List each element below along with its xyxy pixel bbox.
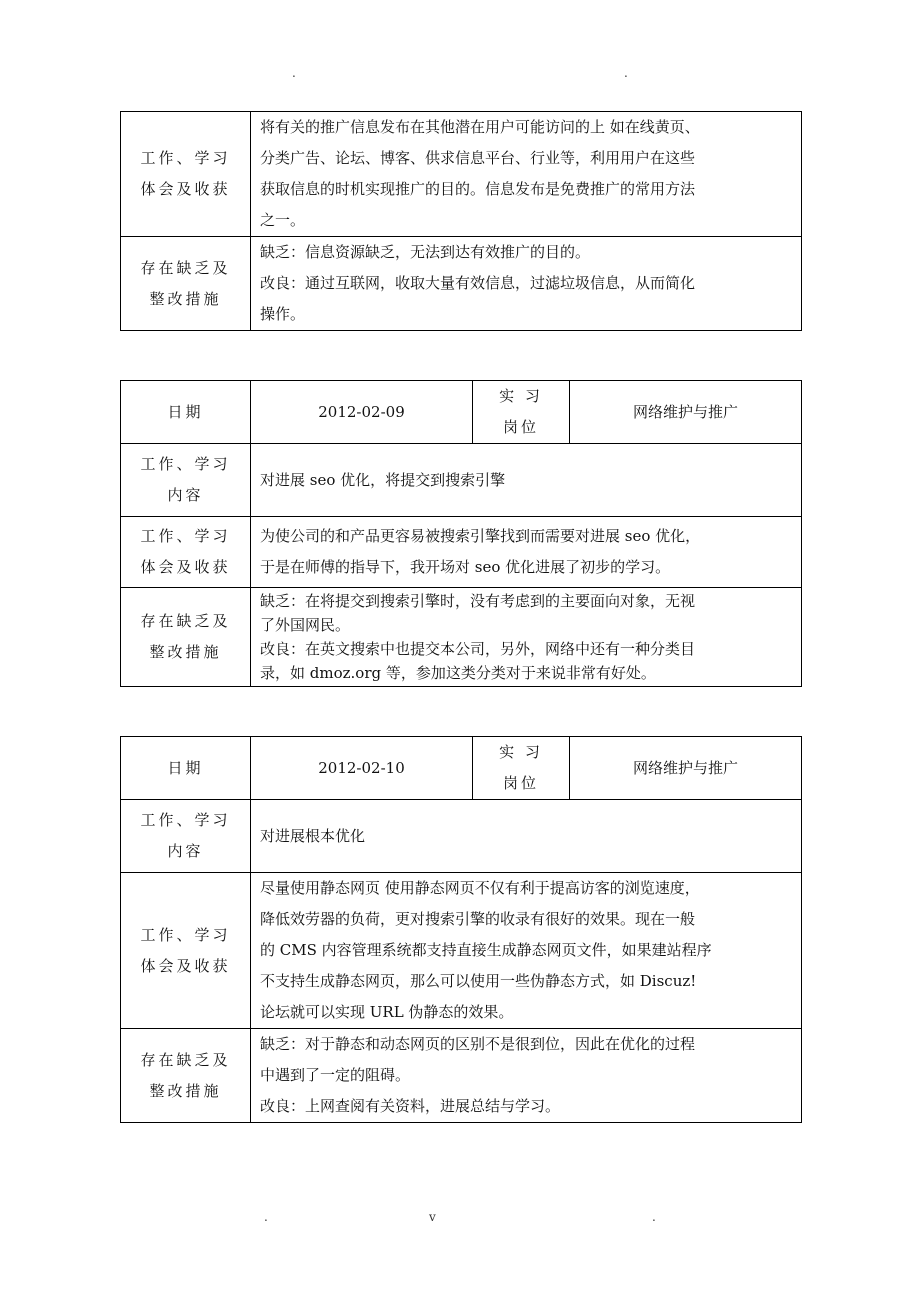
footer-page-mark: v xyxy=(429,1210,436,1224)
post-label-line2: 岗位 xyxy=(502,418,539,436)
content-label-line1: 工作、学习 xyxy=(140,455,231,473)
issues-label xyxy=(121,588,251,687)
date-value: 2012-02-09 xyxy=(251,381,473,444)
issues-text xyxy=(251,1029,802,1123)
text-line: 中遇到了一定的阻碍。 xyxy=(260,1066,411,1084)
experience-text xyxy=(251,112,802,237)
text-line: 将有关的推广信息发布在其他潜在用户可能访问的上 如在线黄页、 xyxy=(260,118,700,136)
text-line: 改良：上网查阅有关资料，进展总结与学习。 xyxy=(260,1097,561,1115)
experience-label-line1: 工作、学习 xyxy=(140,527,231,545)
text-line: 为使公司的和产品更容易被搜索引擎找到而需要对进展 seo 优化， xyxy=(260,527,701,545)
content-label xyxy=(121,800,251,873)
experience-text xyxy=(251,873,802,1029)
issues-label xyxy=(121,1029,251,1123)
content-text: 对进展根本优化 xyxy=(251,800,802,873)
issues-text xyxy=(251,588,802,687)
post-value: 网络维护与推广 xyxy=(570,737,802,800)
post-label-line2: 岗位 xyxy=(502,774,539,792)
post-label xyxy=(473,737,570,800)
content-label-line2: 内容 xyxy=(167,842,204,860)
text-line: 操作。 xyxy=(260,305,306,323)
text-line: 改良：通过互联网，收取大量有效信息，过滤垃圾信息，从而简化 xyxy=(260,274,696,292)
content-text: 对进展 seo 优化，将提交到搜索引擎 xyxy=(251,444,802,517)
issues-label xyxy=(121,237,251,331)
post-label-line1: 实 习 xyxy=(499,743,543,761)
experience-label-line2: 体会及收获 xyxy=(140,558,231,576)
issues-row xyxy=(121,237,802,331)
issues-label-line1: 存在缺乏及 xyxy=(140,258,231,277)
post-label xyxy=(473,381,570,444)
date-label: 日期 xyxy=(121,381,251,444)
experience-label-line1: 工作、学习 xyxy=(140,149,231,167)
experience-label-line2: 体会及收获 xyxy=(140,180,231,198)
experience-label xyxy=(121,873,251,1029)
issues-row xyxy=(121,588,802,687)
content-label xyxy=(121,444,251,517)
content-label-line2: 内容 xyxy=(167,486,204,504)
post-label-line1: 实 习 xyxy=(499,387,543,405)
experience-label-line1: 工作、学习 xyxy=(140,925,231,944)
text-line: 改良：在英文搜索中也提交本公司，另外，网络中还有一种分类目 xyxy=(260,640,696,658)
issues-label-line1: 存在缺乏及 xyxy=(140,612,231,630)
experience-label-line2: 体会及收获 xyxy=(140,956,231,975)
text-line: 了外国网民。 xyxy=(260,616,351,634)
issues-label-line2: 整改措施 xyxy=(149,1081,222,1100)
experience-label xyxy=(121,517,251,588)
experience-row xyxy=(121,112,802,237)
text-line: 之一。 xyxy=(260,211,306,229)
footer-dot-left: . xyxy=(264,1210,268,1224)
date-value: 2012-02-10 xyxy=(251,737,473,800)
log-table-3 xyxy=(120,736,802,1123)
content-row xyxy=(121,444,802,517)
text-line: 论坛就可以实现 URL 伪静态的效果。 xyxy=(260,1003,514,1021)
issues-label-line2: 整改措施 xyxy=(149,289,222,308)
post-value: 网络维护与推广 xyxy=(570,381,802,444)
text-line: 尽量使用静态网页 使用静态网页不仅有利于提高访客的浏览速度， xyxy=(260,879,700,897)
text-line: 于是在师傅的指导下，我开场对 seo 优化进展了初步的学习。 xyxy=(260,558,671,576)
text-line: 缺乏：对于静态和动态网页的区别不是很到位，因此在优化的过程 xyxy=(260,1035,696,1053)
text-line: 降低效劳器的负荷，更对搜索引擎的收录有很好的效果。现在一般 xyxy=(260,910,696,928)
issues-text xyxy=(251,237,802,331)
content-row xyxy=(121,800,802,873)
issues-row xyxy=(121,1029,802,1123)
log-table-1 xyxy=(120,111,802,331)
header-dot-left: . xyxy=(292,66,296,80)
issues-label-line2: 整改措施 xyxy=(149,643,222,661)
header-dot-right: . xyxy=(624,66,628,80)
date-label: 日期 xyxy=(121,737,251,800)
text-line: 录，如 dmoz.org 等，参加这类分类对于来说非常有好处。 xyxy=(260,664,656,682)
text-line: 获取信息的时机实现推广的目的。信息发布是免费推广的常用方法 xyxy=(260,180,696,198)
text-line: 的 CMS 内容管理系统都支持直接生成静态网页文件，如果建站程序 xyxy=(260,941,712,959)
experience-text xyxy=(251,517,802,588)
log-table-2 xyxy=(120,380,802,687)
issues-label-line1: 存在缺乏及 xyxy=(140,1050,231,1069)
text-line: 缺乏：信息资源缺乏，无法到达有效推广的目的。 xyxy=(260,243,591,261)
date-row xyxy=(121,381,802,444)
experience-row xyxy=(121,517,802,588)
text-line: 不支持生成静态网页，那么可以使用一些伪静态方式，如 Discuz! xyxy=(260,972,697,990)
date-row xyxy=(121,737,802,800)
experience-row xyxy=(121,873,802,1029)
footer-dot-right: . xyxy=(652,1210,656,1224)
content-label-line1: 工作、学习 xyxy=(140,811,231,829)
text-line: 缺乏：在将提交到搜索引擎时，没有考虑到的主要面向对象，无视 xyxy=(260,592,696,610)
text-line: 分类广告、论坛、博客、供求信息平台、行业等，利用用户在这些 xyxy=(260,149,696,167)
experience-label xyxy=(121,112,251,237)
